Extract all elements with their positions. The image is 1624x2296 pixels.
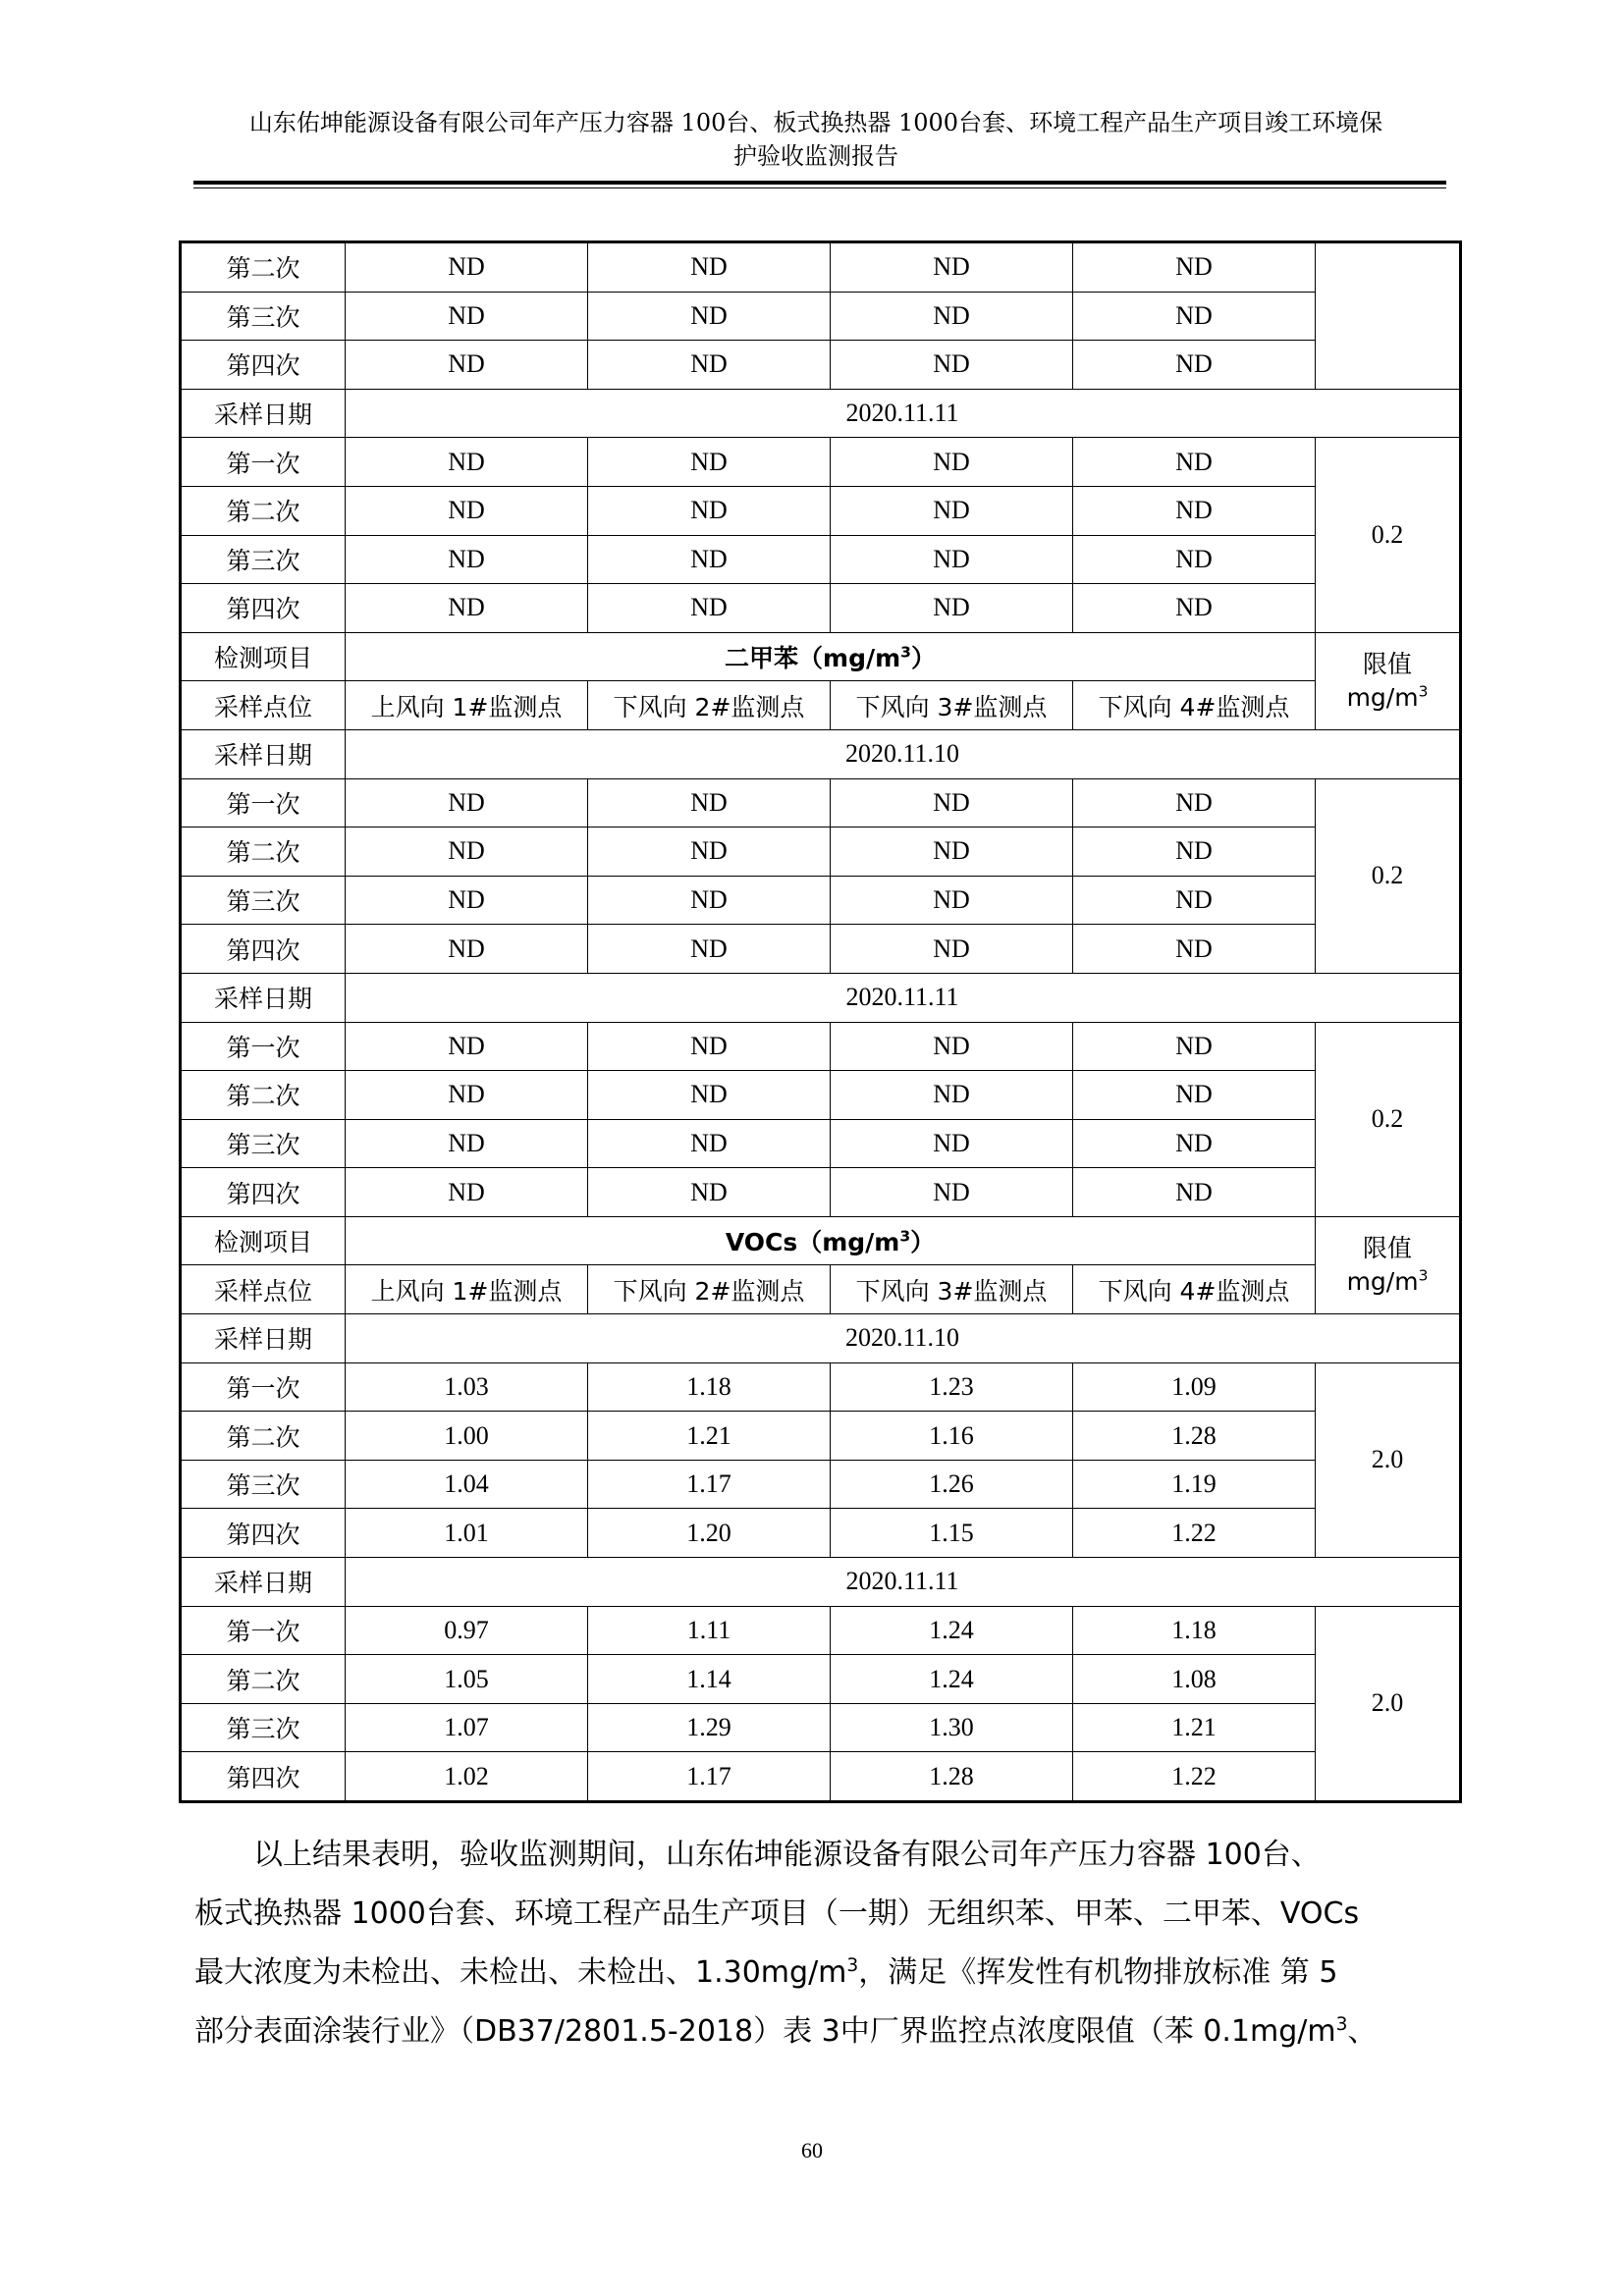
table-row [181,1752,1461,1802]
table-row [181,632,1461,681]
value-cell: 1.21 [588,1412,831,1461]
value-cell: ND [588,1119,831,1168]
value-cell: ND [346,876,588,925]
value-cell: ND [346,1071,588,1120]
value-cell: ND [1073,876,1316,925]
table-row [181,486,1461,535]
report-header [177,106,1455,173]
value-cell: 1.17 [588,1460,831,1509]
value-cell: 1.05 [346,1655,588,1704]
table-row [181,925,1461,974]
round-label: 第一次 [181,778,346,828]
date-label: 采样日期 [181,1558,346,1607]
value-cell: ND [831,778,1073,828]
date-label: 采样日期 [181,1314,346,1363]
table-row [181,681,1461,730]
limit-value: 0.2 [1316,1022,1461,1216]
round-label: 第四次 [181,1168,346,1217]
value-cell: ND [588,438,831,487]
paragraph-line-4: 部分表面涂装行业》（DB37/2801.5-2018）表 3中厂界监控点浓度限值（苯 $0.1mg/m^3$、 [194,2014,1378,2049]
item-label: 检测项目 [181,632,346,681]
table-row [181,729,1461,778]
value-cell: ND [346,584,588,633]
value-cell: ND [588,925,831,974]
date-label: 采样日期 [181,973,346,1022]
limit-header: 限值 $mg/m^3$ [1316,632,1461,729]
round-label: 第一次 [181,1022,346,1071]
table-row [181,1265,1461,1314]
value-cell: 1.09 [1073,1362,1316,1412]
table-row [181,778,1461,828]
table-row [181,1119,1461,1168]
table-row [181,1606,1461,1655]
table-row [181,292,1461,341]
value-cell: 1.11 [588,1606,831,1655]
value-cell: ND [346,438,588,487]
round-label: 第四次 [181,1509,346,1558]
value-cell: 1.24 [831,1655,1073,1704]
table-row [181,1509,1461,1558]
value-cell: ND [588,1168,831,1217]
round-label: 第三次 [181,535,346,584]
limit-value: 0.2 [1316,438,1461,632]
value-cell: ND [1073,292,1316,341]
value-cell: ND [1073,438,1316,487]
table-row [181,341,1461,390]
value-cell: ND [346,828,588,877]
value-cell: ND [588,1071,831,1120]
value-cell: 1.16 [831,1412,1073,1461]
table-row [181,389,1461,438]
table-row [181,1655,1461,1704]
round-label: 第三次 [181,292,346,341]
value-cell: ND [831,925,1073,974]
value-cell: ND [1073,535,1316,584]
value-cell: ND [831,876,1073,925]
limit-header: 限值 $mg/m^3$ [1316,1216,1461,1313]
value-cell: ND [588,535,831,584]
value-cell: ND [588,1022,831,1071]
header-line-2: 护验收监测报告 [733,142,898,170]
value-cell: ND [1073,242,1316,293]
table-row [181,973,1461,1022]
value-cell: ND [346,1022,588,1071]
value-cell: ND [588,778,831,828]
value-cell: ND [588,876,831,925]
value-cell: ND [1073,1071,1316,1120]
limit-value: 0.2 [1316,778,1461,973]
round-label: 第二次 [181,486,346,535]
limit-value: 2.0 [1316,1362,1461,1557]
value-cell: ND [1073,341,1316,390]
value-cell: ND [1073,1119,1316,1168]
value-cell: ND [1073,584,1316,633]
sampling-point-header: 下风向 3#监测点 [831,681,1073,730]
sampling-date: 2020.11.10 [346,729,1461,778]
value-cell: ND [831,1168,1073,1217]
value-cell: ND [831,438,1073,487]
value-cell: 1.00 [346,1412,588,1461]
value-cell: ND [831,1071,1073,1120]
value-cell: 1.26 [831,1460,1073,1509]
value-cell: ND [831,242,1073,293]
round-label: 第三次 [181,876,346,925]
date-label: 采样日期 [181,729,346,778]
value-cell: ND [831,535,1073,584]
table-row [181,535,1461,584]
value-cell: ND [346,1119,588,1168]
value-cell: ND [346,486,588,535]
table-row [181,1412,1461,1461]
value-cell: ND [831,584,1073,633]
value-cell: 1.22 [1073,1752,1316,1802]
round-label: 第四次 [181,584,346,633]
monitoring-results-table [179,240,1462,1803]
value-cell: 1.04 [346,1460,588,1509]
table-row [181,584,1461,633]
sampling-date: 2020.11.11 [346,973,1461,1022]
value-cell: ND [831,1119,1073,1168]
sampling-point-header: 下风向 4#监测点 [1073,681,1316,730]
limit-value [1316,242,1461,390]
round-label: 第三次 [181,1460,346,1509]
value-cell: ND [831,341,1073,390]
sampling-date: 2020.11.11 [346,389,1461,438]
value-cell: 1.19 [1073,1460,1316,1509]
round-label: 第二次 [181,1071,346,1120]
round-label: 第二次 [181,242,346,293]
round-label: 第二次 [181,1412,346,1461]
point-label: 采样点位 [181,1265,346,1314]
limit-value: 2.0 [1316,1606,1461,1801]
header-line-1: 山东佑坤能源设备有限公司年产压力容器 100台、板式换热器 1000台套、环境工程产品生产项目竣工环境保 [248,109,1383,136]
round-label: 第四次 [181,1752,346,1802]
table-row [181,876,1461,925]
table-row [181,828,1461,877]
value-cell: ND [346,341,588,390]
round-label: 第一次 [181,438,346,487]
table-row [181,1071,1461,1120]
table-row [181,1460,1461,1509]
value-cell: ND [588,292,831,341]
item-title: $VOCs(mg/m^3)$ [346,1216,1316,1265]
value-cell: 1.15 [831,1509,1073,1558]
value-cell: 1.29 [588,1703,831,1752]
value-cell: 1.22 [1073,1509,1316,1558]
value-cell: ND [831,486,1073,535]
value-cell: 1.28 [1073,1412,1316,1461]
table-row [181,1558,1461,1607]
paragraph-line-3: 最大浓度为未检出、未检出、未检出、$1.30mg/m^3$，满足《挥发性有机物排放标准 第 5 [194,1955,1338,1990]
sampling-point-header: 下风向 4#监测点 [1073,1265,1316,1314]
round-label: 第一次 [181,1362,346,1412]
date-label: 采样日期 [181,389,346,438]
value-cell: 1.01 [346,1509,588,1558]
table-row [181,242,1461,293]
table-row [181,1362,1461,1412]
conclusion-paragraph [194,1826,1447,2061]
item-title: 二甲苯$(mg/m^3)$ [346,632,1316,681]
value-cell: 1.24 [831,1606,1073,1655]
value-cell: ND [346,242,588,293]
sampling-point-header: 下风向 2#监测点 [588,1265,831,1314]
sampling-date: 2020.11.11 [346,1558,1461,1607]
value-cell: ND [346,535,588,584]
value-cell: 1.03 [346,1362,588,1412]
value-cell: ND [1073,1168,1316,1217]
page-number: 60 [801,2138,823,2163]
value-cell: ND [346,292,588,341]
value-cell: ND [831,1022,1073,1071]
value-cell: ND [1073,1022,1316,1071]
value-cell: ND [831,292,1073,341]
value-cell: ND [1073,828,1316,877]
paragraph-line-2: 板式换热器 1000台套、环境工程产品生产项目（一期）无组织苯、甲苯、二甲苯、VOCs [194,1896,1360,1931]
value-cell: ND [588,341,831,390]
value-cell: ND [1073,925,1316,974]
value-cell: ND [1073,486,1316,535]
header-rule-thin [193,187,1446,188]
value-cell: ND [588,242,831,293]
point-label: 采样点位 [181,681,346,730]
table-row [181,1703,1461,1752]
table-row [181,1216,1461,1265]
value-cell: 1.18 [588,1362,831,1412]
value-cell: 0.97 [346,1606,588,1655]
table-row [181,1168,1461,1217]
round-label: 第四次 [181,341,346,390]
value-cell: 1.14 [588,1655,831,1704]
value-cell: 1.07 [346,1703,588,1752]
table-row [181,1022,1461,1071]
value-cell: 1.20 [588,1509,831,1558]
value-cell: ND [588,486,831,535]
value-cell: 1.28 [831,1752,1073,1802]
value-cell: ND [1073,778,1316,828]
sampling-point-header: 上风向 1#监测点 [346,681,588,730]
value-cell: 1.17 [588,1752,831,1802]
value-cell: 1.30 [831,1703,1073,1752]
round-label: 第三次 [181,1119,346,1168]
item-label: 检测项目 [181,1216,346,1265]
round-label: 第四次 [181,925,346,974]
sampling-point-header: 上风向 1#监测点 [346,1265,588,1314]
value-cell: ND [346,778,588,828]
value-cell: ND [346,1168,588,1217]
value-cell: ND [588,828,831,877]
round-label: 第三次 [181,1703,346,1752]
value-cell: 1.18 [1073,1606,1316,1655]
value-cell: ND [346,925,588,974]
value-cell: 1.02 [346,1752,588,1802]
table-row [181,1314,1461,1363]
value-cell: 1.08 [1073,1655,1316,1704]
round-label: 第二次 [181,828,346,877]
value-cell: ND [831,828,1073,877]
value-cell: ND [588,584,831,633]
round-label: 第一次 [181,1606,346,1655]
table-row [181,438,1461,487]
paragraph-line-1: 以上结果表明，验收监测期间，山东佑坤能源设备有限公司年产压力容器 100台、 [253,1838,1321,1872]
value-cell: 1.21 [1073,1703,1316,1752]
round-label: 第二次 [181,1655,346,1704]
header-rule-thick [193,181,1446,185]
sampling-point-header: 下风向 2#监测点 [588,681,831,730]
value-cell: 1.23 [831,1362,1073,1412]
sampling-point-header: 下风向 3#监测点 [831,1265,1073,1314]
sampling-date: 2020.11.10 [346,1314,1461,1363]
